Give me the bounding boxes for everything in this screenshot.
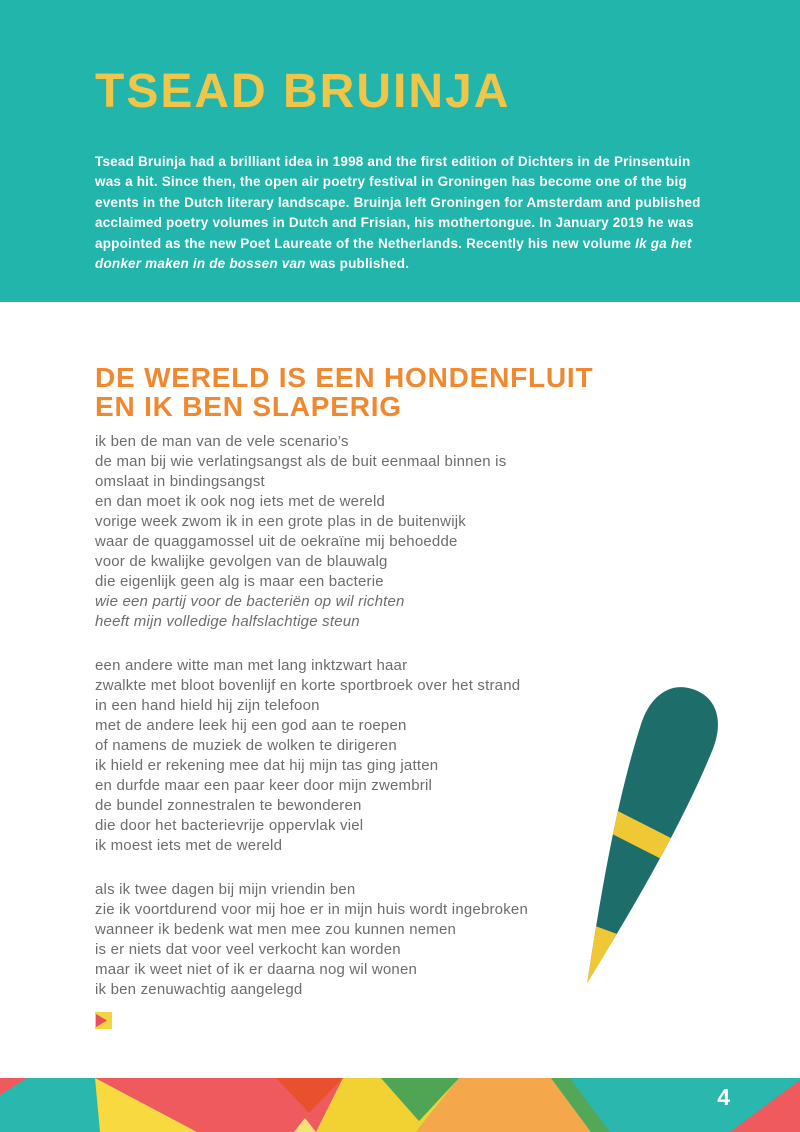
poem-title-line: EN IK BEN SLAPERIG [95, 391, 402, 422]
poem-line: ik ben de man van de vele scenario’s [95, 433, 349, 450]
poem-line: met de andere leek hij een god aan te roepen [95, 717, 407, 734]
intro-text-italic: donker maken in de bossen van [95, 256, 306, 272]
hero-header [0, 0, 800, 302]
poem-stanza [95, 880, 800, 1000]
poem-line: ik hield er rekening mee dat hij mijn tas ging jatten [95, 757, 439, 774]
poem-line: heeft mijn volledige halfslachtige steun [95, 613, 360, 630]
intro-text: events in the Dutch literary landscape. Bruinja left Groningen for Amsterdam and published [95, 194, 701, 210]
intro-line [95, 172, 722, 192]
flag-arrow-icon [95, 1012, 112, 1029]
intro-line [95, 254, 722, 274]
intro-text: was a hit. Since then, the open air poetry festival in Groningen has become one of the big [95, 174, 687, 190]
poem-stanza [95, 432, 800, 632]
intro-text-italic: Ik ga het [635, 235, 692, 251]
poem-title-line: DE WERELD IS EEN HONDENFLUIT [95, 362, 594, 393]
page-number: 4 [717, 1084, 730, 1110]
poem-line: en durfde maar een paar keer door mijn zwembril [95, 777, 433, 794]
intro-line [95, 193, 722, 213]
intro-paragraph [95, 152, 722, 274]
poem-line: die eigenlijk geen alg is maar een bacterie [95, 573, 384, 590]
intro-text: Tsead Bruinja had a brilliant idea in 1998 and the first edition of Dichters in de Prinsentuin [95, 154, 691, 169]
poem-line: vorige week zwom ik in een grote plas in de buitenwijk [95, 513, 466, 530]
poem-line: in een hand hield hij zijn telefoon [95, 697, 320, 714]
poem-line: ik moest iets met de wereld [95, 837, 283, 854]
intro-line [95, 234, 722, 254]
footer [0, 1078, 800, 1132]
intro-line [95, 213, 722, 233]
poem-line: ik ben zenuwachtig aangelegd [95, 981, 303, 998]
poem-line: wie een partij voor de bacteriën op wil richten [95, 593, 405, 610]
poem-line: de man bij wie verlatingsangst als de buit eenmaal binnen is [95, 453, 507, 470]
poem-line: zwalkte met bloot bovenlijf en korte sportbroek over het strand [95, 677, 521, 694]
poem-line: waar de quaggamossel uit de oekraïne mij behoedde [95, 533, 458, 550]
footer-triangles-decoration [0, 1078, 800, 1132]
main-content [0, 302, 800, 1029]
poem-line: voor de kwalijke gevolgen van de blauwalg [95, 553, 388, 570]
intro-line [95, 152, 722, 172]
poem-line: of namens de muziek de wolken te dirigeren [95, 737, 397, 754]
page-title: TSEAD BRUINJA [95, 65, 511, 118]
poem-line: de bundel zonnestralen te bewonderen [95, 797, 362, 814]
poem-line: een andere witte man met lang inktzwart haar [95, 657, 408, 674]
poem-line: als ik twee dagen bij mijn vriendin ben [95, 881, 356, 898]
poem-line: die door het bacterievrije oppervlak viel [95, 817, 364, 834]
poem-line: wanneer ik bedenk wat men mee zou kunnen nemen [95, 921, 457, 938]
intro-text: acclaimed poetry volumes in Dutch and Frisian, his mothertongue. In January 2019 he was [95, 215, 694, 231]
poem-line: maar ik weet niet of ik er daarna nog wil wonen [95, 961, 418, 978]
poem-line: is er niets dat voor veel verkocht kan worden [95, 941, 401, 958]
poem-line: omslaat in bindingsangst [95, 473, 265, 490]
poem-line: zie ik voortdurend voor mij hoe er in mijn huis wordt ingebroken [95, 901, 529, 918]
poem-title [95, 363, 800, 421]
intro-text: was published. [305, 256, 410, 272]
poem-line: en dan moet ik ook nog iets met de wereld [95, 493, 386, 510]
intro-text: appointed as the new Poet Laureate of the Netherlands. Recently his new volume [95, 235, 636, 251]
